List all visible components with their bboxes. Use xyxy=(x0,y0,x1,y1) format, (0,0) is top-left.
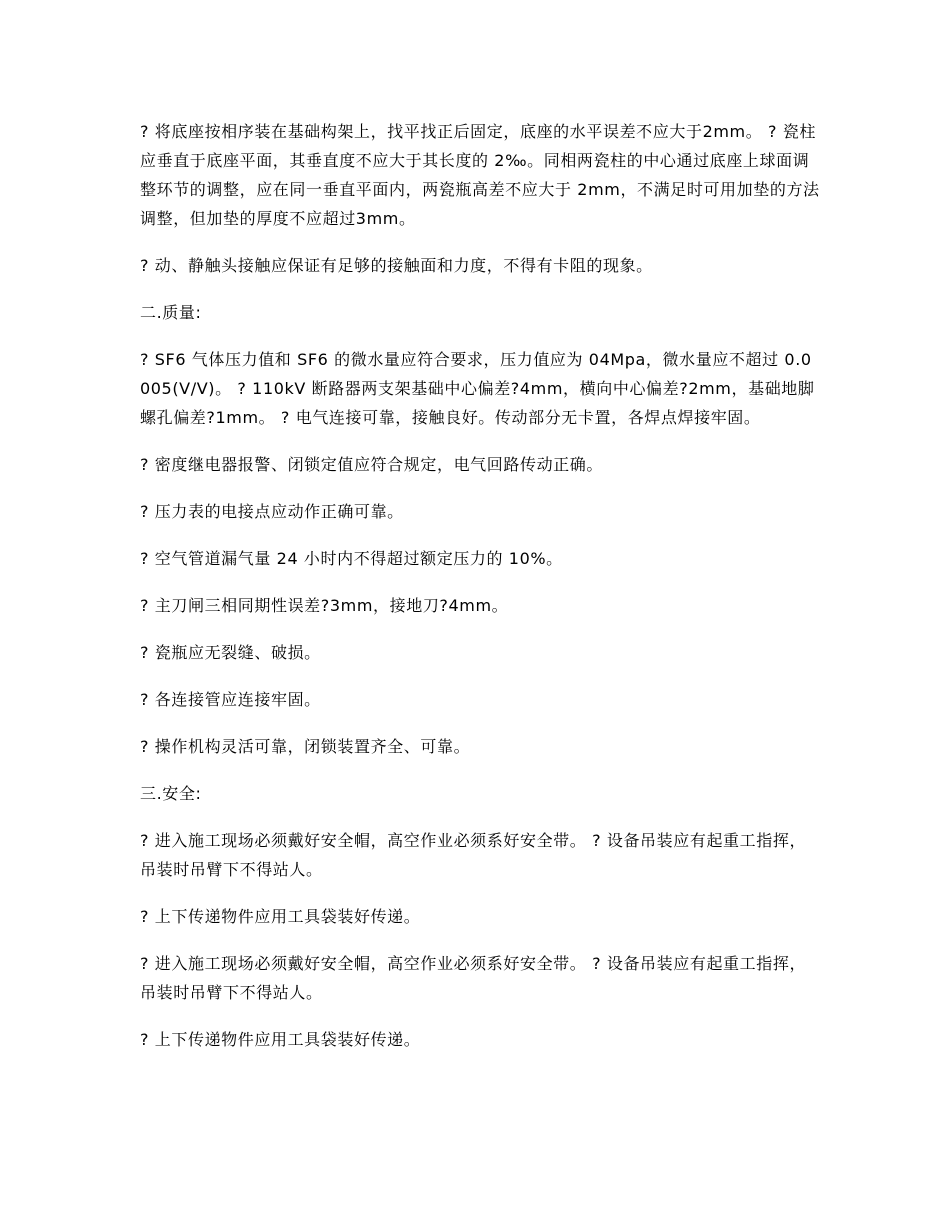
document-page xyxy=(140,117,820,1072)
paragraph-installation-base: ? 将底座按相序装在基础构架上，找平找正后固定，底座的水平误差不应大于2mm。 ? 瓷柱应垂直于底座平面，其垂直度不应大于其长度的 2‰。同相两瓷柱的中心通过底座上球面调整环节的调整，应在同一垂直平面内，两瓷瓶高差不应大于 2mm，不满足时可用加垫的方法调整，但加垫的厚度不应超过3mm。 xyxy=(140,122,820,228)
paragraph-switch-sync: ? 主刀闸三相同期性误差?3mm，接地刀?4mm。 xyxy=(140,596,509,615)
paragraph-air-leakage: ? 空气管道漏气量 24 小时内不得超过额定压力的 10%。 xyxy=(140,549,563,568)
paragraph-density-relay: ? 密度继电器报警、闭锁定值应符合规定，电气回路传动正确。 xyxy=(140,455,603,474)
section-heading-safety: 三.安全: xyxy=(140,784,202,803)
paragraph-safety-helmet: ? 进入施工现场必须戴好安全帽，高空作业必须系好安全带。 ? 设备吊装应有起重工指挥，吊装时吊臂下不得站人。 xyxy=(140,831,807,879)
paragraph-pressure-gauge: ? 压力表的电接点应动作正确可靠。 xyxy=(140,502,404,521)
paragraph-sf6-requirements: ? SF6 气体压力值和 SF6 的微水量应符合要求，压力值应为 04Mpa，微水量应不超过 0.0005(V/V)。 ? 110kV 断路器两支架基础中心偏差?4mm，横向中心偏差?2mm，基础地脚螺孔偏差?1mm。 ? 电气连接可靠，接触良好。传动部分无卡置，各焊点焊接牢固。 xyxy=(140,350,815,427)
paragraph-contacts: ? 动、静触头接触应保证有足够的接触面和力度，不得有卡阻的现象。 xyxy=(140,256,653,275)
paragraph-operating-mechanism: ? 操作机构灵活可靠，闭锁装置齐全、可靠。 xyxy=(140,737,471,756)
paragraph-insulator: ? 瓷瓶应无裂缝、破损。 xyxy=(140,643,321,662)
section-heading-quality: 二.质量: xyxy=(140,303,202,322)
paragraph-pipe-connection: ? 各连接管应连接牢固。 xyxy=(140,690,321,709)
paragraph-tool-bag: ? 上下传递物件应用工具袋装好传递。 xyxy=(140,907,421,926)
paragraph-safety-helmet-repeat: ? 进入施工现场必须戴好安全帽，高空作业必须系好安全带。 ? 设备吊装应有起重工指挥，吊装时吊臂下不得站人。 xyxy=(140,954,807,1002)
paragraph-tool-bag-repeat: ? 上下传递物件应用工具袋装好传递。 xyxy=(140,1030,421,1049)
